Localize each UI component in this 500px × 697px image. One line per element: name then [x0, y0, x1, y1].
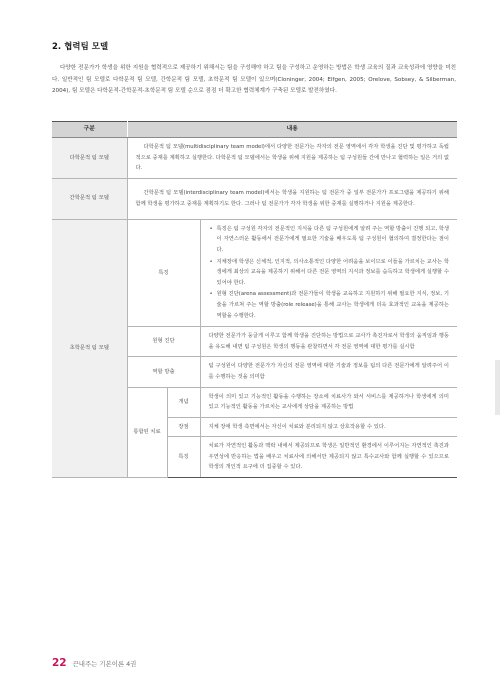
table-row	[52, 178, 457, 219]
arena-content: 다양한 전문가가 둥글게 이루고 함께 학생을 진단하는 방법으로 교사가 촉진자로서 학생의 움직임과 행동을 유도해 내면 팀 구성원은 학생의 행동을 관찰하면서 각 전문 영역에 대한 평가를 실시함	[200, 327, 457, 357]
feature-text-3: 원형 진단(arena assessment)과 전문가들이 학생을 교육하고 지원하기 위해 필요한 지식, 정보, 기술을 가르쳐 주는 역할 방출(role release)을 통해 교사는 학생에게 더욱 효과적인 교육을 제공하는 역할을 수행한다.	[216, 291, 450, 319]
inter-content-text: 간학문적 팀 모델(interdisciplinary team model)에서는 학생을 지원하는 팀 전문가 중 일부 전문가가 프로그램을 제공하기 위해 함께 학생을 평가하고 중재를 계획하기도 한다. 그러나 팀 전문가가 각자 학생을 위한 중재를 실행하거나 지원을 제공한다.	[135, 190, 450, 207]
trans-feature-label: 특징	[127, 219, 200, 326]
team-model-table	[52, 121, 457, 478]
feature-list	[209, 224, 450, 321]
page-footer	[52, 657, 136, 669]
list-item: • 지체장애 학생은 신체적, 인지적, 의사소통적인 다양한 어려움을 보이므로 이들을 가르치는 교사는 학생에게 최상의 교육을 제공하기 위해서 다른 전문 영역의 지식과 정보를 습득하고 학생에게 실행할 수 있어야 한다.	[209, 258, 450, 286]
concept-label: 개념	[167, 387, 200, 417]
multi-label: 다학문적 팀 모델	[69, 154, 109, 161]
page-number: 22	[52, 657, 67, 669]
advantage-label: 장점	[167, 417, 200, 437]
intro-paragraph: 다양한 전문가가 학생을 위한 지원을 협력적으로 제공하기 위해서는 팀을 구성해야 하고 팀을 구성하고 운영하는 방법은 학생 교육의 질과 교육성과에 영향을 미친다. 일반적인 팀 모델로 다학문적 팀 모델, 간학문적 팀 모델, 초학문적 팀 모델이 있으며(Cloninger, 2004; Elfgen, 2005; Orelove, Sobsey, & Silberman, 2004), 팀 모델은 다학문적-간학문적-초학문적 팀 모델 순으로 점점 더 확고한 협력체계가 구축된 모델로 발전하였다.	[52, 65, 456, 94]
row-label-multi	[52, 138, 127, 179]
role-content: 팀 구성원이 다양한 전문가가 자신의 전문 영역에 대한 기술과 정보를 팀의 다른 전문가에게 알려주어 이를 수행하는 것을 의미함	[200, 357, 457, 387]
inter-label: 간학문적 팀 모델	[69, 195, 109, 202]
concept-content: 학생이 의미 있고 기능적인 활동을 수행하는 장소에 치료사가 와서 서비스를 제공하거나 학생에게 의미 있고 기능적인 활동을 가르치는 교사에게 상담을 제공하는 방법	[200, 387, 457, 417]
book-title: 끈내주는 기본이론 4권	[72, 660, 137, 668]
header-category: 구분	[52, 122, 127, 138]
integrated-label: 통합된 치료	[127, 387, 167, 478]
row-label-inter	[52, 178, 127, 219]
multi-content-text: 다학문적 팀 모델(multidisciplinary team model)에서 다양한 전문가는 각자의 전문 영역에서 각자 학생을 진단 및 평가하고 독립적으로 중재를 계획하고 실행한다. 다학문적 팀 모델에서는 학생을 위해 지원을 제공하는 팀 구성원들 간에 만나고 협력하는 일은 거의 없다.	[135, 144, 450, 172]
trans-label: 초학문적 팀 모델	[69, 345, 109, 352]
table-row	[52, 219, 457, 326]
table-row	[52, 138, 457, 179]
header-content: 내용	[127, 122, 457, 138]
section-title: 2. 협력팀 모델	[52, 41, 109, 51]
arena-label: 원형 진단	[127, 327, 200, 357]
advantage-content: 지체 장애 학생 측면에서는 자신이 치료와 분리되지 않고 상호작용할 수 있다.	[200, 417, 457, 437]
row-label-trans	[52, 219, 127, 477]
trans-feature-content	[200, 219, 457, 326]
feature-text-2: 지체장애 학생은 신체적, 인지적, 의사소통적인 다양한 어려움을 보이므로 이들을 가르치는 교사는 학생에게 최상의 교육을 제공하기 위해서 다른 전문 영역의 지식과 정보를 습득하고 학생에게 실행할 수 있어야 한다.	[216, 258, 450, 286]
list-item: • 원형 진단(arena assessment)과 전문가들이 학생을 교육하고 지원하기 위해 필요한 지식, 정보, 기술을 가르쳐 주는 역할 방출(role release)을 통해 교사는 학생에게 더욱 효과적인 교육을 제공하는 역할을 수행한다.	[209, 291, 450, 319]
trait-content: 치료가 자연적인 활동과 맥락 내에서 제공되므로 학생은 일반적인 환경에서 이루어지는 자연적인 촉진과 우연성에 반응하는 법을 배우고 치료사에 의해서만 제공되지 않고 특수교사와 함께 실행할 수 있으므로 학생의 개인적 요구에 더 집중할 수 있다.	[200, 437, 457, 478]
feature-text-1: 특징은 팀 구성원 각자의 전문적인 지식을 다른 팀 구성원에게 알려 주는 역할 방출이 진행 되고, 학생이 자연스러운 활동에서 전문가에게 필요한 기술을 배우도록 팀 구성원이 협의하여 결정한다는 점이다.	[216, 225, 450, 253]
inter-content	[127, 178, 457, 219]
page-side-tab	[495, 360, 500, 415]
trait-label: 특징	[167, 437, 200, 478]
multi-content	[127, 138, 457, 179]
list-item: • 특징은 팀 구성원 각자의 전문적인 지식을 다른 팀 구성원에게 알려 주는 역할 방출이 진행 되고, 학생이 자연스러운 활동에서 전문가에게 필요한 기술을 배우도록 팀 구성원이 협의하여 결정한다는 점이다.	[209, 225, 450, 253]
table-header-row	[52, 122, 457, 138]
role-label: 역할 방출	[127, 357, 200, 387]
